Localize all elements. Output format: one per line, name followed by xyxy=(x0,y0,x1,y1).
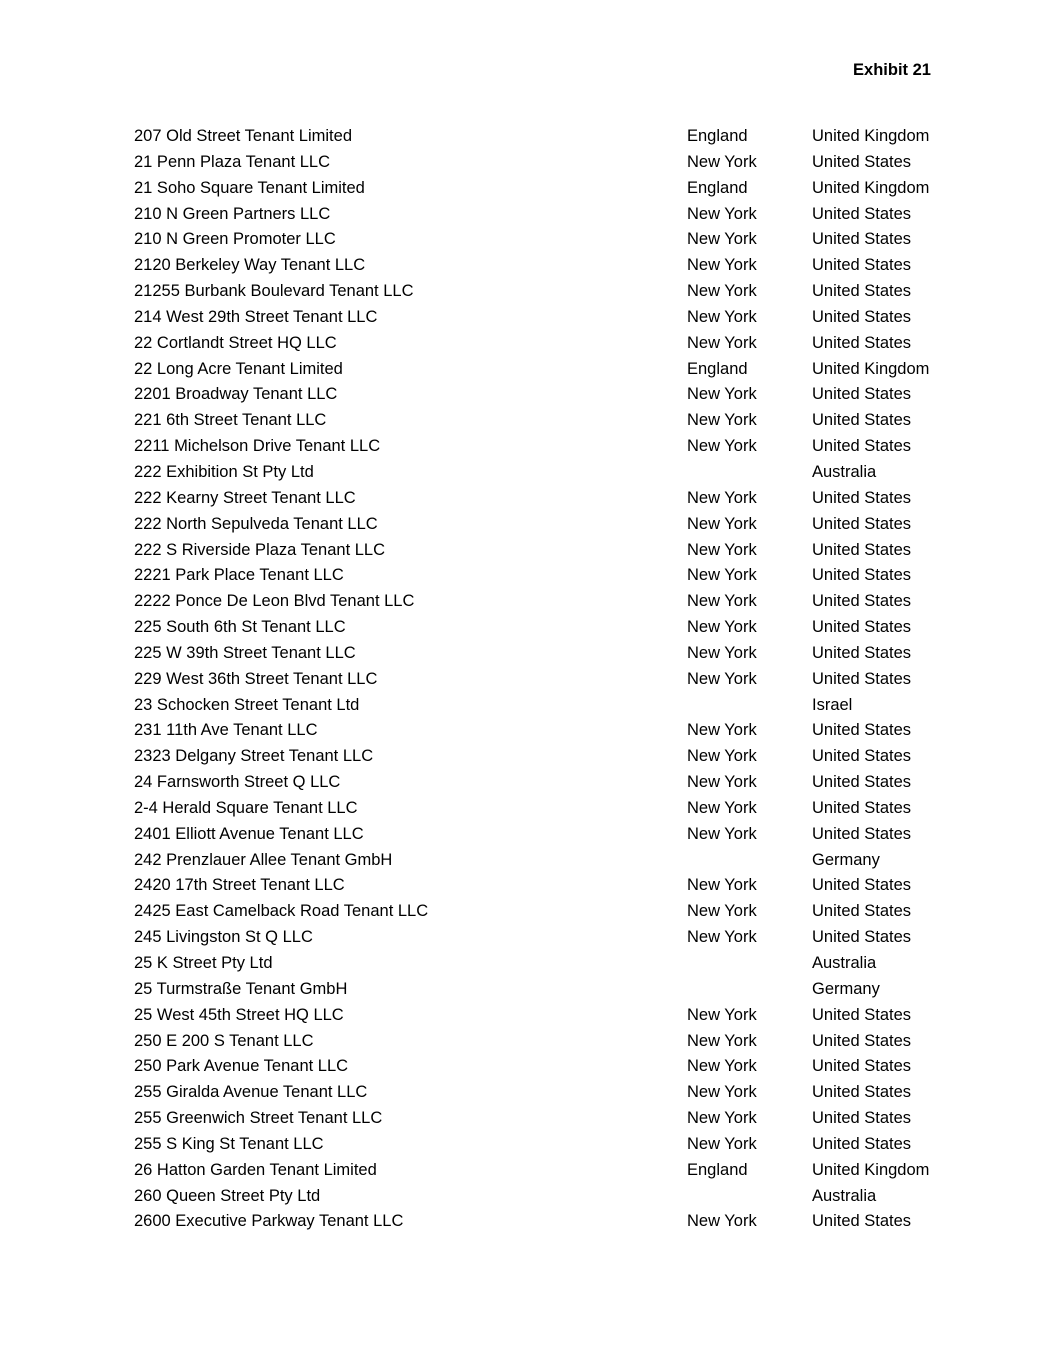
entity-country: Australia xyxy=(812,462,877,481)
entity-name: 214 West 29th Street Tenant LLC xyxy=(134,307,378,326)
entity-name: 2222 Ponce De Leon Blvd Tenant LLC xyxy=(134,592,415,611)
entity-name: 245 Livingston St Q LLC xyxy=(134,928,313,947)
entity-name: 21 Penn Plaza Tenant LLC xyxy=(134,152,331,171)
entity-state: New York xyxy=(687,437,757,456)
entity-name: 250 E 200 S Tenant LLC xyxy=(134,1031,314,1050)
entity-state: New York xyxy=(687,1212,757,1231)
entity-country: United States xyxy=(812,1212,912,1231)
entity-country: United States xyxy=(812,307,912,326)
entity-state: New York xyxy=(687,1083,757,1102)
entity-state: New York xyxy=(687,411,757,430)
entity-name: 210 N Green Partners LLC xyxy=(134,204,331,223)
entity-name: 222 S Riverside Plaza Tenant LLC xyxy=(134,540,386,559)
entity-country: United States xyxy=(812,566,912,585)
entity-state: New York xyxy=(687,256,757,275)
entity-country: Australia xyxy=(812,954,877,972)
entity-state: New York xyxy=(687,721,757,740)
list-item xyxy=(134,152,954,178)
list-item xyxy=(134,1031,954,1057)
list-item xyxy=(134,1134,954,1160)
entity-name: 207 Old Street Tenant Limited xyxy=(134,127,352,145)
entity-country: United Kingdom xyxy=(812,1160,930,1179)
list-item xyxy=(134,462,954,488)
entity-name: 21255 Burbank Boulevard Tenant LLC xyxy=(134,282,414,301)
list-item xyxy=(134,307,954,333)
list-item xyxy=(134,1108,954,1134)
entity-name: 255 Giralda Avenue Tenant LLC xyxy=(134,1083,368,1102)
entity-state: New York xyxy=(687,1031,757,1050)
list-item xyxy=(134,540,954,566)
entity-state: New York xyxy=(687,928,757,947)
entity-country: Australia xyxy=(812,1186,877,1205)
entity-country: United States xyxy=(812,721,912,740)
list-item xyxy=(134,204,954,230)
list-item xyxy=(134,333,954,359)
entity-country: United Kingdom xyxy=(812,127,930,145)
entity-state: New York xyxy=(687,592,757,611)
list-item xyxy=(134,514,954,540)
entity-state: New York xyxy=(687,773,757,792)
entity-name: 229 West 36th Street Tenant LLC xyxy=(134,669,378,688)
list-item xyxy=(134,953,954,979)
list-item xyxy=(134,126,954,152)
entity-country: United States xyxy=(812,1134,912,1153)
entity-name: 24 Farnsworth Street Q LLC xyxy=(134,773,341,792)
entity-state: New York xyxy=(687,1109,757,1128)
list-item xyxy=(134,1005,954,1031)
entity-country: United States xyxy=(812,902,912,921)
entity-name: 21 Soho Square Tenant Limited xyxy=(134,178,365,197)
entity-state: New York xyxy=(687,1057,757,1076)
entity-name: 22 Long Acre Tenant Limited xyxy=(134,359,343,378)
entity-name: 222 Exhibition St Pty Ltd xyxy=(134,462,314,481)
list-item xyxy=(134,1056,954,1082)
entity-name: 222 Kearny Street Tenant LLC xyxy=(134,488,356,507)
entity-country: United States xyxy=(812,385,912,404)
subsidiary-list xyxy=(134,126,954,1237)
entity-name: 25 West 45th Street HQ LLC xyxy=(134,1005,344,1024)
list-item xyxy=(134,720,954,746)
entity-state: England xyxy=(687,1160,748,1179)
list-item xyxy=(134,901,954,927)
list-item xyxy=(134,359,954,385)
entity-name: 221 6th Street Tenant LLC xyxy=(134,411,327,430)
entity-state: New York xyxy=(687,514,757,533)
entity-name: 2600 Executive Parkway Tenant LLC xyxy=(134,1212,404,1231)
entity-country: United States xyxy=(812,1057,912,1076)
entity-name: 23 Schocken Street Tenant Ltd xyxy=(134,695,360,714)
entity-state: New York xyxy=(687,282,757,301)
entity-country: United States xyxy=(812,1031,912,1050)
list-item xyxy=(134,255,954,281)
list-item xyxy=(134,643,954,669)
entity-country: United States xyxy=(812,282,912,301)
list-item xyxy=(134,798,954,824)
entity-state: New York xyxy=(687,1005,757,1024)
entity-name: 2401 Elliott Avenue Tenant LLC xyxy=(134,824,364,843)
entity-name: 225 South 6th St Tenant LLC xyxy=(134,618,346,637)
entity-name: 2120 Berkeley Way Tenant LLC xyxy=(134,256,366,275)
entity-state: New York xyxy=(687,307,757,326)
entity-state: New York xyxy=(687,876,757,895)
list-item xyxy=(134,979,954,1005)
list-item xyxy=(134,591,954,617)
entity-country: United States xyxy=(812,618,912,637)
entity-state: New York xyxy=(687,669,757,688)
entity-name: 231 11th Ave Tenant LLC xyxy=(134,721,318,740)
entity-country: United States xyxy=(812,928,912,947)
entity-name: 25 Turmstraße Tenant GmbH xyxy=(134,979,348,998)
entity-country: United Kingdom xyxy=(812,178,930,197)
list-item xyxy=(134,565,954,591)
list-item xyxy=(134,384,954,410)
list-item xyxy=(134,850,954,876)
list-item xyxy=(134,746,954,772)
entity-country: United States xyxy=(812,592,912,611)
entity-name: 2201 Broadway Tenant LLC xyxy=(134,385,338,404)
entity-country: United States xyxy=(812,514,912,533)
list-item xyxy=(134,669,954,695)
list-item xyxy=(134,1082,954,1108)
entity-country: United States xyxy=(812,437,912,456)
entity-state: New York xyxy=(687,333,757,352)
entity-state: New York xyxy=(687,230,757,249)
list-item xyxy=(134,1186,954,1212)
entity-country: United States xyxy=(812,747,912,766)
entity-name: 2221 Park Place Tenant LLC xyxy=(134,566,344,585)
entity-state: New York xyxy=(687,204,757,223)
entity-state: New York xyxy=(687,152,757,171)
entity-country: United States xyxy=(812,643,912,662)
entity-state: New York xyxy=(687,385,757,404)
entity-name: 260 Queen Street Pty Ltd xyxy=(134,1186,321,1205)
list-item xyxy=(134,436,954,462)
entity-name: 225 W 39th Street Tenant LLC xyxy=(134,643,356,662)
entity-state: New York xyxy=(687,488,757,507)
entity-country: United Kingdom xyxy=(812,359,930,378)
entity-country: United States xyxy=(812,773,912,792)
entity-state: New York xyxy=(687,1134,757,1153)
list-item xyxy=(134,772,954,798)
list-item xyxy=(134,488,954,514)
entity-name: 255 Greenwich Street Tenant LLC xyxy=(134,1109,383,1128)
entity-country: United States xyxy=(812,256,912,275)
entity-country: United States xyxy=(812,540,912,559)
exhibit-title: Exhibit 21 xyxy=(853,61,931,79)
entity-state: England xyxy=(687,127,748,145)
list-item xyxy=(134,927,954,953)
entity-name: 242 Prenzlauer Allee Tenant GmbH xyxy=(134,850,393,869)
entity-state: England xyxy=(687,359,748,378)
entity-country: United States xyxy=(812,204,912,223)
entity-state: New York xyxy=(687,618,757,637)
entity-name: 210 N Green Promoter LLC xyxy=(134,230,336,249)
entity-country: United States xyxy=(812,230,912,249)
list-item xyxy=(134,281,954,307)
entity-state: New York xyxy=(687,747,757,766)
entity-name: 2-4 Herald Square Tenant LLC xyxy=(134,798,358,817)
entity-country: United States xyxy=(812,488,912,507)
entity-state: New York xyxy=(687,902,757,921)
entity-country: United States xyxy=(812,411,912,430)
entity-country: United States xyxy=(812,824,912,843)
entity-state: New York xyxy=(687,540,757,559)
entity-name: 2420 17th Street Tenant LLC xyxy=(134,876,345,895)
entity-state: England xyxy=(687,178,748,197)
entity-country: Germany xyxy=(812,979,880,998)
entity-state: New York xyxy=(687,824,757,843)
entity-country: United States xyxy=(812,152,912,171)
entity-state: New York xyxy=(687,798,757,817)
entity-state: New York xyxy=(687,643,757,662)
entity-country: United States xyxy=(812,876,912,895)
list-item xyxy=(134,178,954,204)
list-item xyxy=(134,410,954,436)
entity-state: New York xyxy=(687,566,757,585)
entity-name: 26 Hatton Garden Tenant Limited xyxy=(134,1160,377,1179)
entity-country: Israel xyxy=(812,695,853,714)
entity-name: 25 K Street Pty Ltd xyxy=(134,954,273,972)
entity-name: 2323 Delgany Street Tenant LLC xyxy=(134,747,374,766)
entity-name: 22 Cortlandt Street HQ LLC xyxy=(134,333,337,352)
list-item xyxy=(134,1160,954,1186)
list-item xyxy=(134,229,954,255)
entity-country: United States xyxy=(812,333,912,352)
entity-name: 222 North Sepulveda Tenant LLC xyxy=(134,514,378,533)
entity-country: United States xyxy=(812,1005,912,1024)
entity-country: Germany xyxy=(812,850,880,869)
entity-name: 255 S King St Tenant LLC xyxy=(134,1134,324,1153)
entity-name: 250 Park Avenue Tenant LLC xyxy=(134,1057,349,1076)
entity-country: United States xyxy=(812,1083,912,1102)
list-item xyxy=(134,1211,954,1237)
list-item xyxy=(134,695,954,721)
list-item xyxy=(134,824,954,850)
list-item xyxy=(134,875,954,901)
entity-country: United States xyxy=(812,1109,912,1128)
entity-country: United States xyxy=(812,669,912,688)
list-item xyxy=(134,617,954,643)
entity-name: 2425 East Camelback Road Tenant LLC xyxy=(134,902,429,921)
entity-country: United States xyxy=(812,798,912,817)
entity-name: 2211 Michelson Drive Tenant LLC xyxy=(134,437,381,456)
